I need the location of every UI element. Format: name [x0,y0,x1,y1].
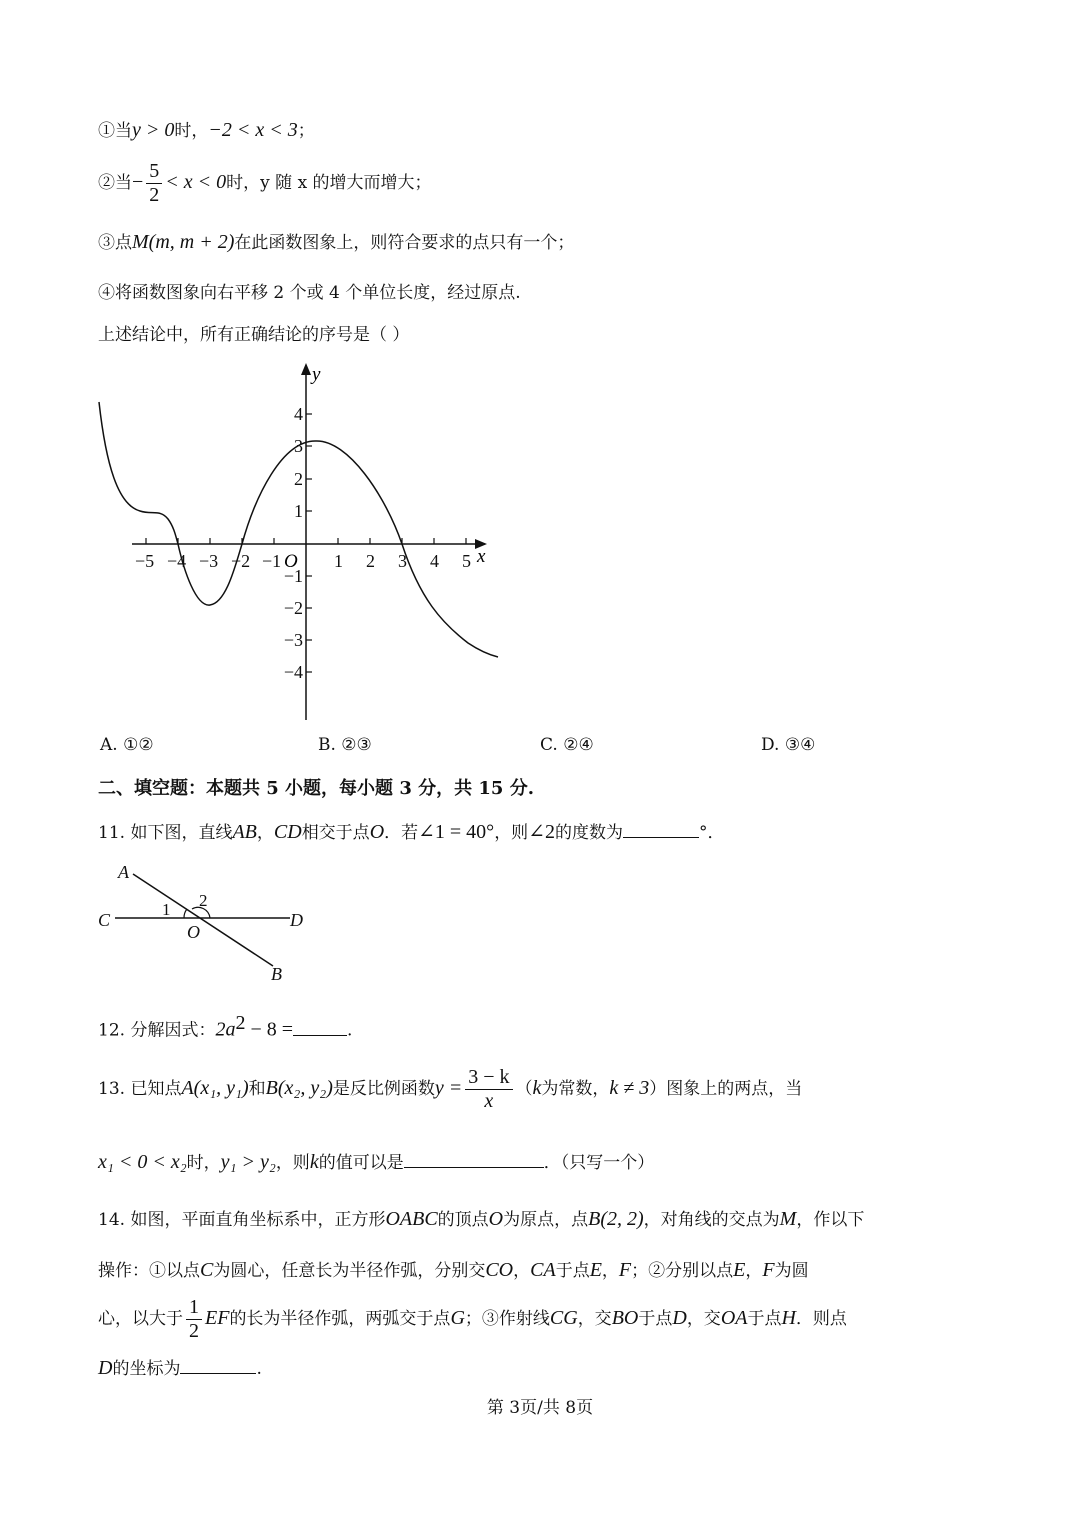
q13-b-coords: (x₂, y₂) [277,1077,333,1099]
q14-oabc: OABC [385,1208,438,1230]
q13-cond1: x₁ < 0 < x₂ [98,1151,187,1173]
figure-11 [95,860,325,985]
line-ab [133,874,273,966]
s3-end: 在此函数图象上，则符合要求的点只有一个； [234,233,575,253]
q11-ab: AB [232,821,257,843]
q11-text: 的度数为 [554,823,623,843]
q14-text: ．则点 [795,1309,847,1329]
x-tick-label: −5 [135,551,155,571]
q11-text: 相交于点 [301,823,370,843]
q13-answer-blank[interactable] [404,1151,544,1168]
q14-f: F [618,1259,632,1281]
x-tick-label: 1 [334,551,343,571]
s1-end: ； [297,121,315,141]
q11-text: ，则 [494,823,529,843]
q14-co: CO [485,1259,514,1281]
q12-end: . [347,1020,353,1041]
q14-cg: CG [549,1307,578,1329]
y-tick-label: 2 [294,469,303,489]
q13-text: 时， [186,1153,221,1173]
q13-k: k [532,1077,542,1099]
q14-g: G [450,1307,465,1329]
q14-text: 为圆心，任意长为半径作弧，分别交 [213,1261,486,1281]
q14-text: 为圆 [774,1261,809,1281]
y-tick-label: −1 [283,566,303,586]
q13-frac-num: 3 − k [465,1066,512,1090]
statement-3 [98,230,574,254]
x-axis-label: x [477,546,486,567]
q14-h: H [781,1307,796,1329]
q11-text: ．若 [384,823,419,843]
q14-text: 于点 [638,1309,673,1329]
y-axis-arrow [301,363,311,375]
s1-mid: 时， [174,121,209,141]
q13-cond2: y₁ > y₂ [220,1151,276,1173]
q14-text: 的坐标为 [112,1359,181,1379]
q11-text: 11. 如下图，直线 [98,823,233,843]
statement-2 [98,160,432,207]
q14-frac-num: 1 [186,1296,202,1320]
y-tick-label: 3 [294,436,303,456]
question-14-line-3 [98,1296,847,1343]
question-14-line-4 [98,1356,262,1380]
s2-frac-den: 2 [149,184,160,206]
option-c[interactable]: C. ②④ [540,735,594,755]
question-12 [98,1011,352,1042]
q13-k-cond: k ≠ 3 [609,1077,650,1099]
s1-condition: y > 0 [132,119,175,141]
s2-minus: − [132,171,144,193]
y-tick-label: 1 [294,501,303,521]
angle-1-arc [184,909,187,918]
q14-answer-blank[interactable] [180,1357,256,1374]
page-footer: 第 3页/共 8页 [486,1398,594,1418]
q11-o: O [369,821,385,843]
s2-prefix: ②当 [98,173,132,193]
statement-1 [98,118,315,142]
q14-f: F [762,1259,775,1281]
label-a: A [118,862,129,882]
q13-text: ，则 [275,1153,310,1173]
s1-range: −2 < x < 3 [208,119,298,141]
q14-c: C [200,1259,214,1281]
q14-text: ， [745,1261,763,1281]
q12-expr: 2a [215,1018,236,1041]
q14-text: 于点 [747,1309,782,1329]
q13-a-coords: (x₁, y₁) [193,1077,249,1099]
q11-text: ， [256,823,274,843]
s2-end: 时，y 随 x 的增大而增大； [226,173,432,193]
x-tick-label: 3 [398,551,407,571]
label-b: B [271,964,282,984]
q14-e: E [733,1259,746,1281]
option-a[interactable]: A. ①② [100,735,154,755]
q11-answer-blank[interactable] [623,821,699,838]
x-tick-label: 5 [462,551,471,571]
x-tick-label: 4 [430,551,439,571]
q14-d: D [672,1307,687,1329]
q11-cd: CD [273,821,302,843]
q11-angle2: ∠2 [528,821,555,843]
q14-text: 心，以大于 [98,1309,183,1329]
q14-text: 为原点，点 [503,1210,589,1230]
s3-point: M(m, m + 2) [132,231,235,253]
option-b[interactable]: B. ②③ [318,735,372,755]
question-13-line-2 [98,1150,654,1174]
y-tick-marks [306,414,312,672]
q13-a: A [181,1077,194,1099]
q14-text: 的顶点 [437,1210,489,1230]
q14-text: 操作：①以点 [98,1261,200,1281]
y-tick-label: −3 [283,630,303,650]
q12-answer-blank[interactable] [293,1019,347,1036]
section-2-title: 二、填空题：本题共 5 小题，每小题 3 分，共 15 分. [98,778,534,799]
y-tick-label: −2 [283,598,303,618]
s2-fraction [146,160,162,207]
y-axis-label: y [312,364,321,385]
q13-y-eq: y = [434,1077,463,1099]
q14-frac-den: 2 [189,1320,199,1342]
q13-text: 和 [248,1079,266,1099]
q14-text: 于点 [555,1261,590,1281]
q14-d: D [98,1357,113,1379]
q13-text: 为常数， [541,1079,610,1099]
question-14-line-2 [98,1258,809,1282]
q13-b: B [265,1077,278,1099]
q13-fraction [465,1066,512,1113]
question-13-line-1 [98,1066,802,1113]
q14-o: O [488,1208,504,1230]
x-tick-label: 2 [366,551,375,571]
q14-text: ，交 [577,1309,612,1329]
q14-text: ，作以下 [796,1210,865,1230]
option-d[interactable]: D. ③④ [761,735,816,755]
q13-frac-den: x [484,1090,494,1112]
q14-text: 14. 如图，平面直角坐标系中，正方形 [98,1210,386,1230]
q12-exponent: 2 [235,1012,246,1034]
q14-half-fraction [186,1296,202,1343]
q13-text: 的值可以是 [318,1153,404,1173]
q13-text: 是反比例函数 [332,1079,435,1099]
origin-label: O [284,551,298,572]
q12-text: 12. 分解因式： [98,1020,216,1041]
q14-e: E [589,1259,602,1281]
q13-text: ．（只写一个） [543,1153,655,1173]
q14-text: ，交 [686,1309,721,1329]
x-tick-label: −1 [262,551,282,571]
label-d: D [290,910,303,930]
q11-angle1: ∠1 = 40° [418,821,495,843]
q14-text: ， [513,1261,531,1281]
s2-frac-num: 5 [146,160,162,184]
q13-text: （ [515,1079,533,1099]
function-graph [90,355,510,730]
label-angle-2: 2 [199,891,208,910]
q13-k: k [309,1151,319,1173]
label-c: C [98,910,111,930]
x-tick-label: −4 [167,551,187,571]
q14-text: ， [601,1261,619,1281]
question-14-line-1 [98,1207,864,1231]
question-11 [98,820,724,844]
q14-ef: EF [205,1307,230,1329]
q13-text: 13. 已知点 [98,1079,182,1099]
q14-b-point: B(2, 2) [588,1208,644,1230]
q14-text: . [256,1359,262,1379]
q14-text: ；③作射线 [464,1309,550,1329]
s3-prefix: ③点 [98,233,132,253]
statement-4: ④将函数图象向右平移 2 个或 4 个单位长度，经过原点. [98,283,521,303]
q14-ca: CA [530,1259,556,1281]
q14-text: ，对角线的交点为 [643,1210,780,1230]
label-o: O [187,922,200,942]
x-tick-label: −3 [199,551,219,571]
y-tick-label: 4 [294,404,303,424]
q14-oa: OA [720,1307,748,1329]
label-angle-1: 1 [162,900,171,919]
q13-text: ）图象上的两点，当 [649,1079,803,1099]
y-tick-label: −4 [283,662,303,682]
q12-expr2: − 8 = [245,1018,294,1041]
q14-bo: BO [611,1307,639,1329]
q14-text: ；②分别以点 [631,1261,734,1281]
q14-m: M [779,1208,797,1230]
q14-text: 的长为半径作弧，两弧交于点 [229,1309,451,1329]
s1-prefix: ①当 [98,121,132,141]
s2-range: < x < 0 [165,171,227,193]
q11-text: °． [698,823,725,843]
x-tick-label: −2 [231,551,251,571]
question-10-ask: 上述结论中，所有正确结论的序号是（ ） [98,325,410,345]
